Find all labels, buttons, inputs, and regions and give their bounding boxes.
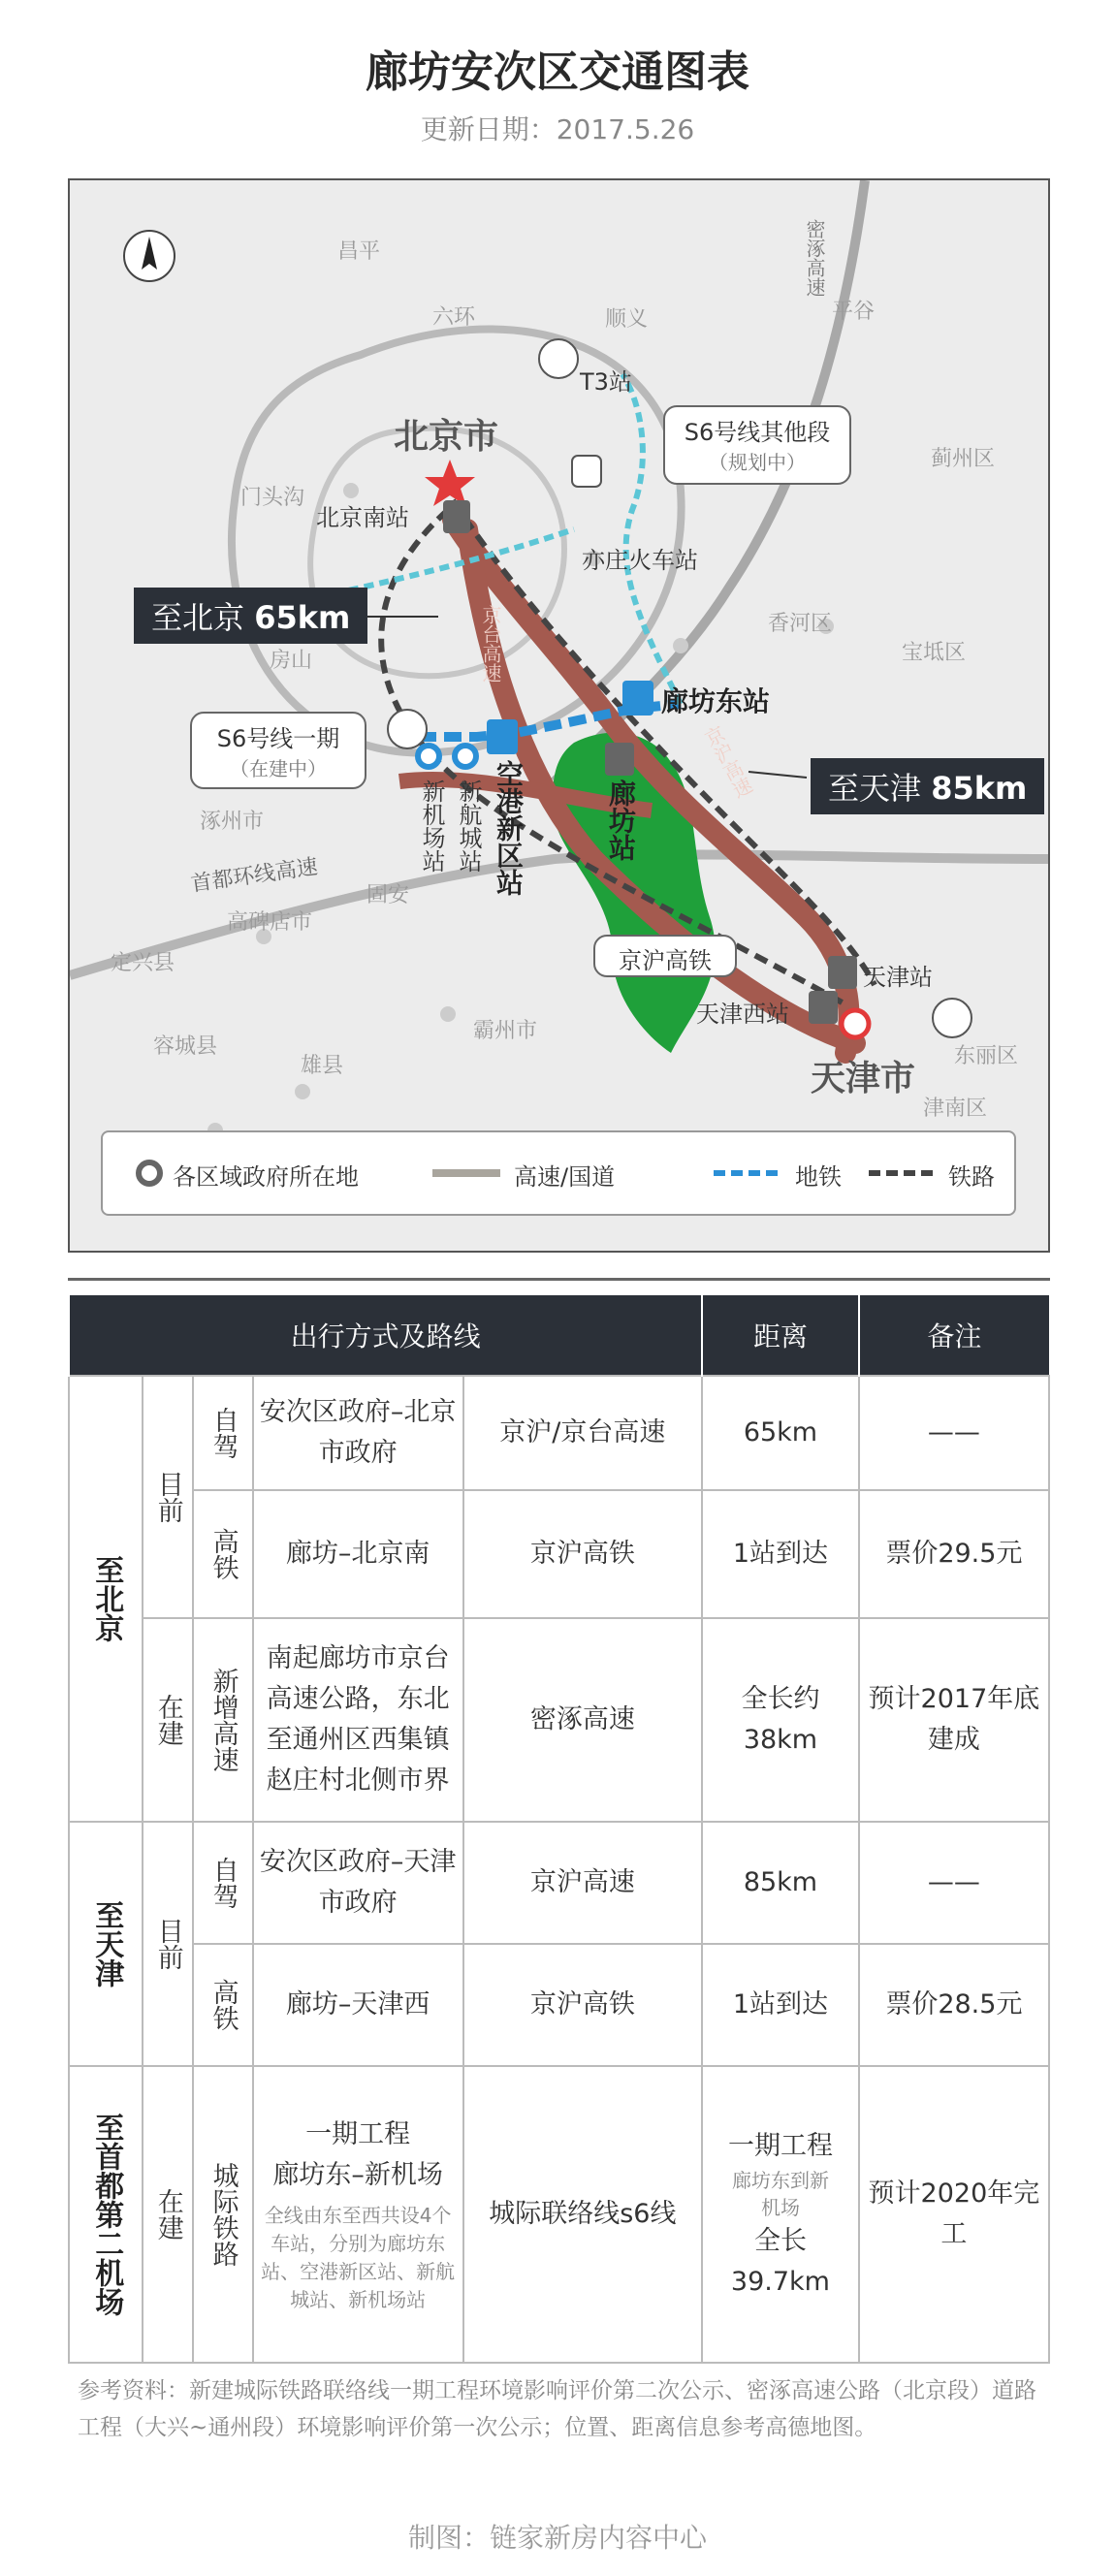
t3-station-label: T3站 [580, 368, 632, 396]
new-airport-plane-icon [388, 710, 427, 748]
route-phase: 一期工程 [305, 2119, 411, 2150]
distance-segment: 廊坊东到新机场 [731, 2169, 829, 2220]
lf-station-icon [605, 743, 634, 776]
status-label: 目前 [143, 1376, 193, 1618]
mode-cell: 高铁 [193, 1944, 253, 2066]
table-row [69, 1822, 1049, 1944]
col-header: 距离 [702, 1295, 859, 1376]
distance-label: 至北京 [151, 599, 245, 636]
gov-dot [440, 1006, 456, 1022]
lf-east-station-icon [622, 681, 653, 716]
route-cell: 南起廊坊市京台高速公路，东北至通州区西集镇赵庄村北侧市界 [253, 1618, 463, 1822]
line-cell: 密涿高速 [463, 1618, 703, 1822]
route-cell: 安次区政府–天津市政府 [253, 1822, 463, 1944]
gov-dot [343, 483, 359, 498]
place-label: 宝坻区 [902, 641, 967, 665]
tianjin-label: 天津市 [811, 1059, 916, 1098]
place-label: 固安 [366, 883, 410, 907]
route-detail: 全线由东至西共设4个车站，分别为廊坊东站、空港新区站、新航城站、新机场站 [261, 2203, 456, 2311]
place-label: 顺义 [605, 307, 649, 332]
gov-dot [673, 638, 688, 653]
lf-station-label: 廊坊站 [605, 779, 637, 861]
col-header: 出行方式及路线 [69, 1295, 702, 1376]
table-header [69, 1295, 1049, 1376]
jinghu-road-label: 京沪高速 [698, 722, 756, 803]
table-row [69, 1618, 1049, 1822]
xinhang-station-label: 新航城站 [455, 779, 482, 873]
map-legend [101, 1130, 1016, 1216]
airport-port-station-icon [487, 719, 518, 754]
xinhang-metro-icon [455, 746, 476, 767]
t3-plane-icon [539, 339, 578, 378]
mode-cell: 自驾 [193, 1376, 253, 1490]
route-cell: 廊坊–天津西 [253, 1944, 463, 2066]
tianjin-gov-marker [842, 1010, 869, 1037]
place-label: 门头沟 [240, 486, 305, 510]
building-icon [572, 456, 601, 487]
gov-dot [295, 1084, 310, 1099]
distance-cell: 全长约38km [702, 1618, 859, 1822]
place-label: 蓟州区 [931, 447, 996, 471]
status-label: 在建 [143, 1618, 193, 1822]
beijing-label: 北京市 [394, 417, 499, 457]
callout-title: S6号线其他段 [684, 419, 831, 446]
note-cell: —— [859, 1376, 1049, 1490]
place-label: 房山 [270, 649, 313, 673]
lf-east-station-label: 廊坊东站 [661, 685, 771, 717]
tj-west-station-icon [809, 991, 838, 1024]
tj-station-icon [828, 956, 857, 989]
distance-value: 85km [931, 770, 1028, 807]
tj-airport-plane-icon [933, 999, 972, 1037]
traffic-table [68, 1295, 1050, 2364]
yizhuang-station-label: 亦庄火车站 [582, 547, 698, 574]
status-label: 目前 [143, 1822, 193, 2066]
distance-cell [702, 2066, 859, 2363]
tj-distance-pointer [749, 772, 807, 778]
airport-port-station-label: 空港新区站 [493, 760, 525, 896]
section-divider [68, 1278, 1050, 1281]
table-row [69, 1376, 1049, 1490]
credit: 制图：链家新房内容中心 [407, 2522, 707, 2554]
tj-distance-tag [811, 758, 1044, 814]
distance-cell: 1站到达 [702, 1490, 859, 1618]
note-cell: —— [859, 1822, 1049, 1944]
route-stations: 廊坊东–新机场 [272, 2160, 443, 2190]
place-label: 高碑店市 [227, 910, 313, 935]
place-label: 霸州市 [473, 1019, 538, 1043]
note-cell: 票价28.5元 [859, 1944, 1049, 2066]
distance-value: 65km [254, 599, 351, 636]
place-label: 容城县 [153, 1034, 218, 1059]
line-cell: 京沪高铁 [463, 1490, 703, 1618]
legend-highway: 高速/国道 [514, 1163, 616, 1191]
references: 参考资料：新建城际铁路联络线一期工程环境影响评价第二次公示、密涿高速公路（北京段）道路工程（大兴~通州段）环境影响评价第一次公示；位置、距离信息参考高德地图。 [78, 2378, 1036, 2440]
route-cell: 安次区政府–北京市政府 [253, 1376, 463, 1490]
line-cell: 京沪/京台高速 [463, 1376, 703, 1490]
legend-rail: 铁路 [948, 1163, 995, 1191]
legend-gov: 各区域政府所在地 [173, 1163, 359, 1191]
tj-station-label: 天津站 [863, 964, 933, 991]
table-row [69, 2066, 1049, 2363]
place-label: 东丽区 [954, 1044, 1019, 1068]
distance-cell: 85km [702, 1822, 859, 1944]
distance-cell: 1站到达 [702, 1944, 859, 2066]
update-date: 更新日期：2017.5.26 [420, 113, 695, 145]
place-label: 首都环线高速 [189, 854, 320, 898]
distance-cell: 65km [702, 1376, 859, 1490]
place-label: 定兴县 [111, 951, 175, 975]
distance-phase: 一期工程 [727, 2131, 833, 2162]
place-label: 涿州市 [200, 810, 265, 834]
mode-cell: 城际铁路 [193, 2066, 253, 2363]
gov-legend-icon [139, 1162, 160, 1184]
place-label: 六环 [432, 305, 476, 330]
note-cell: 预计2017年底建成 [859, 1618, 1049, 1822]
jingtai-road-label: 京台高速 [479, 605, 502, 683]
new-airport-station-label: 新机场站 [418, 779, 445, 873]
line-cell: 京沪高铁 [463, 1944, 703, 2066]
place-label: 雄县 [301, 1054, 344, 1078]
group-label: 至首都第二机场 [69, 2066, 143, 2363]
table-row [69, 1944, 1049, 2066]
s6-other-callout [663, 405, 851, 485]
route-cell: 廊坊–北京南 [253, 1490, 463, 1618]
place-label: 平谷 [832, 300, 876, 324]
s6-phase1-callout [190, 712, 366, 789]
line-cell: 城际联络线s6线 [463, 2066, 703, 2363]
bj-south-station-label: 北京南站 [316, 504, 409, 531]
page-title: 廊坊安次区交通图表 [366, 48, 749, 97]
callout-title: 京沪高铁 [619, 947, 712, 974]
note-cell: 预计2020年完工 [859, 2066, 1049, 2363]
table-row [69, 1490, 1049, 1618]
callout-note: （规划中） [709, 451, 806, 474]
callout-note: （在建中） [230, 757, 327, 780]
note-cell: 票价29.5元 [859, 1490, 1049, 1618]
bj-distance-tag [134, 588, 367, 644]
mizhuo-label: 密涿高速 [803, 219, 826, 297]
legend-metro: 地铁 [795, 1163, 842, 1191]
status-label: 在建 [143, 2066, 193, 2363]
mode-cell: 高铁 [193, 1490, 253, 1618]
distance-total: 全长39.7km [730, 2226, 830, 2297]
place-label: 香河区 [768, 612, 833, 636]
traffic-map [68, 178, 1050, 1253]
place-label: 津南区 [923, 1097, 988, 1121]
bj-south-station-icon [443, 500, 470, 533]
callout-title: S6号线一期 [216, 725, 340, 752]
route-cell [253, 2066, 463, 2363]
tj-west-station-label: 天津西站 [696, 1001, 789, 1028]
group-label: 至北京 [69, 1376, 143, 1822]
mode-cell: 新增高速 [193, 1618, 253, 1822]
beijing-star-icon [425, 460, 475, 506]
line-cell: 京沪高速 [463, 1822, 703, 1944]
col-header: 备注 [859, 1295, 1049, 1376]
jinghu-rail-callout [593, 935, 737, 977]
distance-label: 至天津 [828, 770, 922, 807]
place-label: 昌平 [337, 239, 381, 264]
new-airport-metro-icon [418, 746, 439, 767]
group-label: 至天津 [69, 1822, 143, 2066]
mode-cell: 自驾 [193, 1822, 253, 1944]
